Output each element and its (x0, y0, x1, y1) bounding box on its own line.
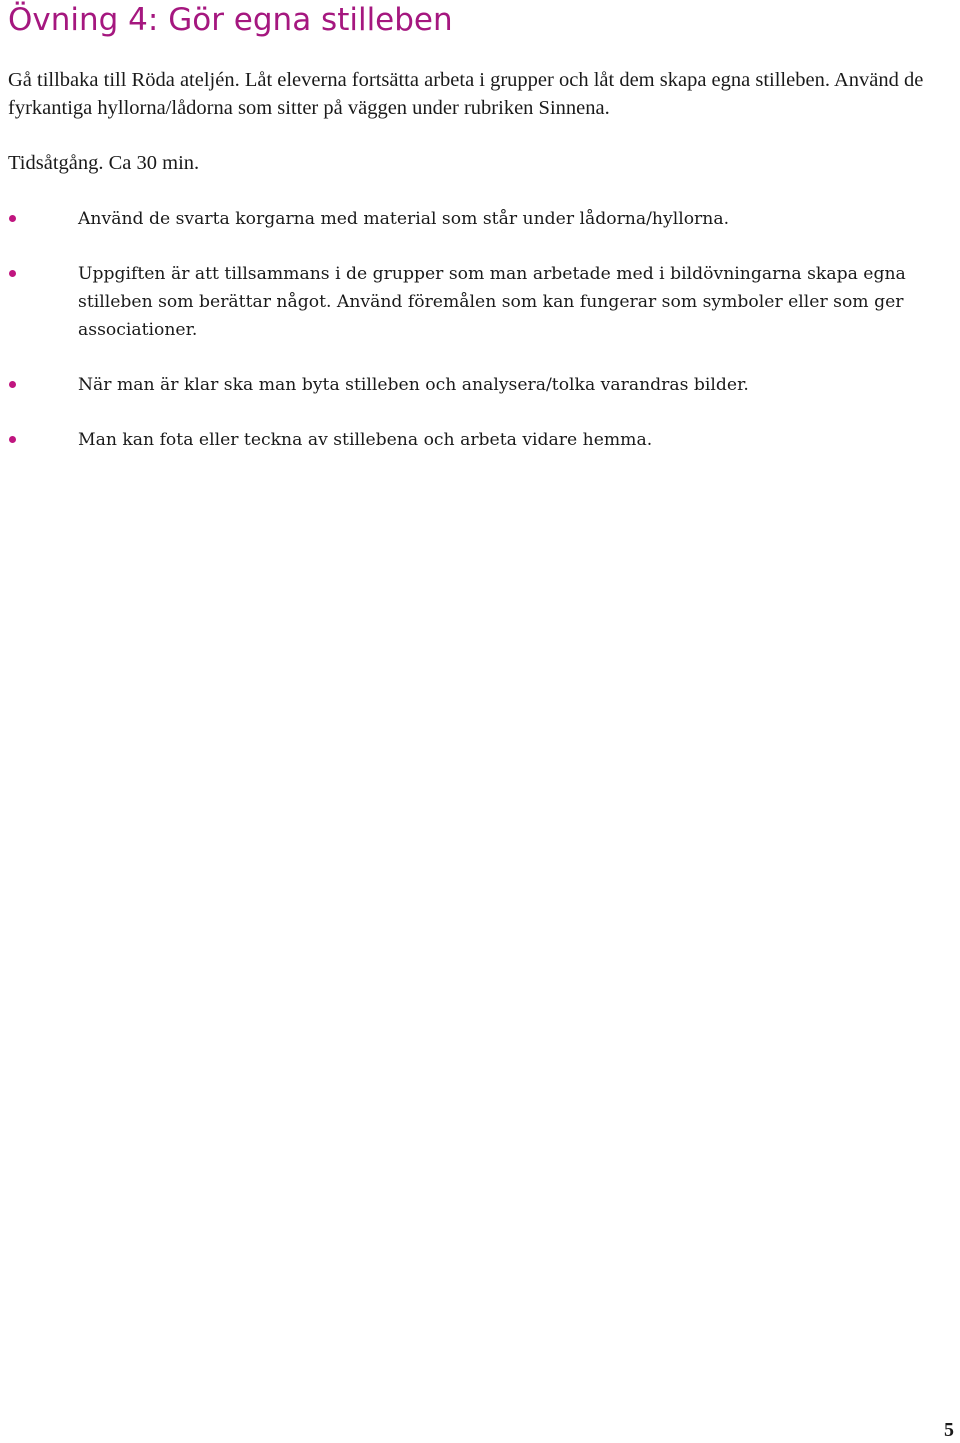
list-item-text: Uppgiften är att tillsammans i de grupper som man arbetade med i bildövningarna skapa egna stilleben som berättar något. Använd föremålen som kan fungerar som symboler eller som ger associationer. (78, 264, 906, 340)
list-item-text: Man kan fota eller teckna av stillebena och arbeta vidare hemma. (78, 430, 653, 450)
page-title: Övning 4: Gör egna stilleben (8, 2, 453, 38)
intro-paragraph: Gå tillbaka till Röda ateljén. Låt eleverna fortsätta arbeta i grupper och låt dem skapa egna stilleben. Använd de fyrkantiga hyllorna/lådorna som sitter på väggen under rubriken Sinnena. (8, 69, 924, 119)
page-number: 5 (944, 1419, 954, 1441)
list-item-text: När man är klar ska man byta stilleben och analysera/tolka varandras bilder. (78, 375, 749, 395)
bullet-dot-icon (9, 215, 16, 222)
bullet-dot-icon (9, 381, 16, 388)
list-item-text: Använd de svarta korgarna med material som står under lådorna/hyllorna. (78, 209, 730, 229)
bullet-dot-icon (9, 270, 16, 277)
bullet-dot-icon (9, 436, 16, 443)
time-estimate: Tidsåtgång. Ca 30 min. (8, 152, 200, 174)
